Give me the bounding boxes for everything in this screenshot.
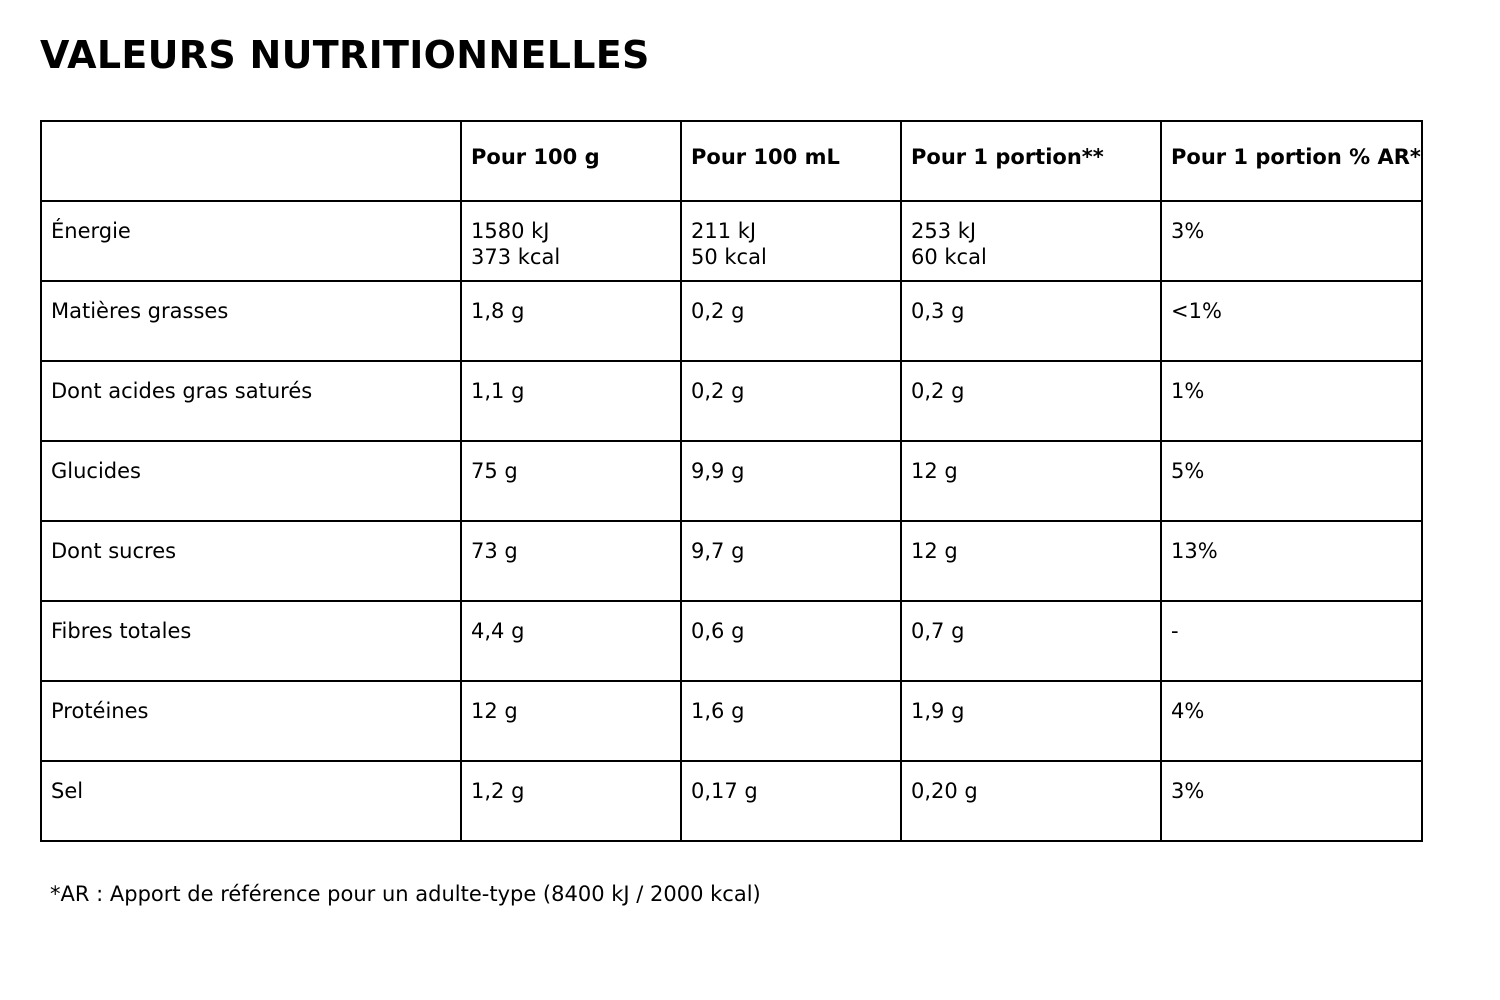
value-per-100g: 1,2 g (461, 761, 681, 841)
table-row (41, 201, 1422, 281)
value-per-100ml (681, 201, 901, 281)
nutrient-name: Matières grasses (41, 281, 461, 361)
value-ar-percent: - (1161, 601, 1422, 681)
header-per-portion: Pour 1 portion** (901, 121, 1161, 201)
value-per-portion: 0,7 g (901, 601, 1161, 681)
value-line: 373 kcal (471, 245, 561, 269)
table-row (41, 441, 1422, 521)
value-ar-percent: 13% (1161, 521, 1422, 601)
nutrient-name: Protéines (41, 681, 461, 761)
table-row (41, 281, 1422, 361)
value-per-portion: 12 g (901, 521, 1161, 601)
value-ar-percent: 4% (1161, 681, 1422, 761)
nutrient-name: Dont acides gras saturés (41, 361, 461, 441)
value-line: 253 kJ (911, 219, 977, 243)
value-per-100g: 1,1 g (461, 361, 681, 441)
value-per-portion: 1,9 g (901, 681, 1161, 761)
value-per-portion: 0,20 g (901, 761, 1161, 841)
value-ar-percent: 5% (1161, 441, 1422, 521)
value-per-portion (901, 201, 1161, 281)
value-per-100g: 1,8 g (461, 281, 681, 361)
value-per-100g (461, 201, 681, 281)
table-row (41, 761, 1422, 841)
value-line: 50 kcal (691, 245, 767, 269)
value-per-100ml: 0,6 g (681, 601, 901, 681)
value-line: 211 kJ (691, 219, 757, 243)
table-header-row (41, 121, 1422, 201)
table-row (41, 521, 1422, 601)
value-per-100ml: 1,6 g (681, 681, 901, 761)
nutrient-name: Fibres totales (41, 601, 461, 681)
table-row (41, 361, 1422, 441)
value-per-portion: 0,3 g (901, 281, 1161, 361)
nutrition-table (40, 120, 1423, 842)
page-title: VALEURS NUTRITIONNELLES (40, 33, 650, 77)
header-per-100g: Pour 100 g (461, 121, 681, 201)
value-per-100g: 12 g (461, 681, 681, 761)
nutrient-name: Dont sucres (41, 521, 461, 601)
nutrient-name: Sel (41, 761, 461, 841)
header-per-100ml: Pour 100 mL (681, 121, 901, 201)
header-per-portion-ar: Pour 1 portion % AR* (1161, 121, 1422, 201)
table-row (41, 601, 1422, 681)
value-per-100g: 75 g (461, 441, 681, 521)
value-per-100ml: 9,7 g (681, 521, 901, 601)
nutrient-name: Énergie (41, 201, 461, 281)
value-ar-percent: <1% (1161, 281, 1422, 361)
value-per-100ml: 0,2 g (681, 281, 901, 361)
value-line: 1580 kJ (471, 219, 550, 243)
nutrient-name: Glucides (41, 441, 461, 521)
value-per-100g: 73 g (461, 521, 681, 601)
value-per-100g: 4,4 g (461, 601, 681, 681)
table-row (41, 681, 1422, 761)
value-per-portion: 12 g (901, 441, 1161, 521)
value-per-100ml: 0,2 g (681, 361, 901, 441)
header-nutrient (41, 121, 461, 201)
value-per-100ml: 0,17 g (681, 761, 901, 841)
value-ar-percent: 3% (1161, 761, 1422, 841)
value-per-100ml: 9,9 g (681, 441, 901, 521)
value-per-portion: 0,2 g (901, 361, 1161, 441)
value-ar-percent: 3% (1161, 201, 1422, 281)
footnote: *AR : Apport de référence pour un adulte-type (8400 kJ / 2000 kcal) (50, 882, 761, 906)
value-line: 60 kcal (911, 245, 987, 269)
value-ar-percent: 1% (1161, 361, 1422, 441)
